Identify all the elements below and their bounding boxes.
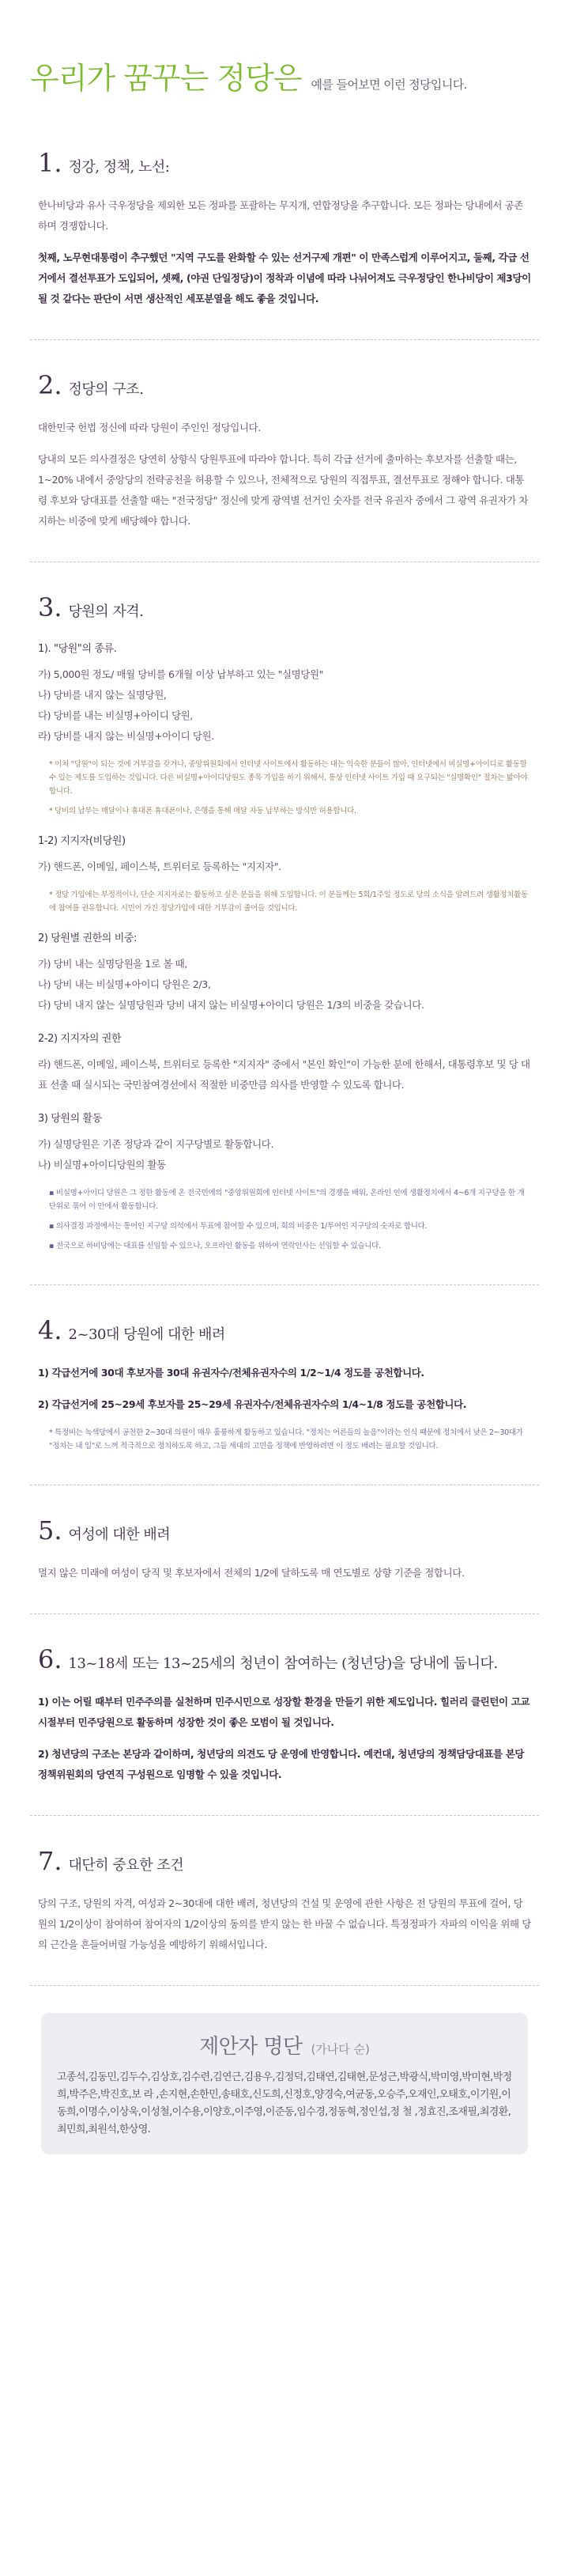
section-title: 2~30대 당원에 대한 배려 — [68, 1326, 225, 1343]
list-item: 라) 당비를 내지 않는 비실명+아이디 당원. — [38, 730, 214, 742]
page-subtitle: 예를 들어보면 이런 정당입니다. — [311, 78, 467, 92]
section-paragraph: 당의 구조, 당원의 자격, 여성과 2~30대에 대한 배려, 청년당의 건설 및 운영에 관한 사항은 전 당원의 투표에 걸어, 당원의 1/2이상이 참여하여 참여자의 1/2이상의 동의를 받지 않는 한 바꿀 수 없습니다. 특정정파가 자파의 이익을 위해 당의 근간을 흔들어버릴 가능성을 예방하기 위해서입니다. — [38, 1897, 531, 1950]
subsection-list — [38, 664, 531, 747]
credits-heading — [57, 2030, 512, 2060]
subsection-list — [38, 1134, 531, 1175]
section-number: 6. — [38, 1644, 62, 1674]
subsection-heading: 1). "당원"의 종류. — [38, 643, 117, 655]
subsection-list — [38, 857, 531, 877]
section-notes — [38, 1426, 531, 1453]
section-5 — [30, 1485, 539, 1614]
subsection-list — [38, 954, 531, 1016]
credits-title: 제안자 명단 — [199, 2035, 303, 2059]
section-7 — [30, 1816, 539, 1986]
section-number: 5. — [38, 1515, 62, 1545]
section-heading — [38, 148, 531, 178]
section-4 — [30, 1285, 539, 1485]
section-title: 여성에 대한 배려 — [68, 1526, 171, 1543]
note-item: ▪ 비실명+아이디 당원은 그 정한 활동에 온 전국민에의 "중앙위원회에 인터넷 사이트"의 경쟁을 배워, 온라인 인에 생활정치에서 4~6개 지구당을 한 개 단위로 묶어 이 안에서 활동합니다. — [49, 1189, 525, 1211]
section-paragraph: 당내의 모든 의사결정은 당연히 상향식 당원투표에 따라야 합니다. 특히 각급 선거에 출마하는 후보자를 선출할 때는, 1~20% 내에서 중앙당의 전략공천을 허용할 수 있으나, 전체적으로 당원의 직접투표, 결선투표로 정해야 합니다. 대통령 후보와 당대표를 선출할 때는 "전국정당" 정신에 맞게 광역별 선거인 숫자를 전국 유권자 중에서 그 광역 유권자가 차지하는 비중에 맞게 배당해야 합니다. — [38, 453, 529, 527]
credits-names: 고종석,김동민,김두수,김상호,김수련,김연근,김용우,김정덕,김태연,김태현,문성근,박광식,박미영,박미현,박정희,박주은,박진호,보 라 ,손지현,손한민,송태호,신도희,신정호,양경숙,여균동,오승주,오재인,오태호,이기원,이동희,이명수,이상욱,이성철,이수용,이양호,이주영,이준동,임수경,정동혁,정인섭,정 철 ,정효진,조재필,최경환,최민희,최원석,한상영. — [57, 2071, 512, 2135]
credits-box — [41, 2013, 528, 2154]
section-paragraph: 멀지 않은 미래에 여성이 당직 및 후보자에서 전체의 1/2에 달하도록 매 연도별로 상향 기준을 정합니다. — [38, 1567, 465, 1579]
section-title: 당원의 자격. — [68, 603, 144, 620]
subsection-heading: 1-2) 지지자(비당원) — [38, 835, 126, 847]
section-heading — [38, 1846, 531, 1876]
section-heading — [38, 1515, 531, 1545]
sections-container — [30, 129, 539, 1986]
section-paragraph: 1) 이는 어릴 때부터 민주주의를 실천하며 민주시민으로 성장할 환경을 만들기 위한 제도입니다. 힐러리 클린턴이 고교 시절부터 민주당원으로 활동하며 성장한 것이 좋은 모범이 될 것입니다. — [38, 1696, 530, 1728]
list-item: 나) 당비를 내지 않는 실명당원, — [38, 689, 167, 701]
note-item: * 정당 가입에는 부정적이나, 단순 지지자로는 활동하고 싶은 분들을 위해 도입합니다. 이 분들께는 5회/1주일 정도로 당의 소식을 알려드려 생활정치활동에 참여를 권유합니다. 시민이 가진 정당가입에 대한 거부감이 줄어들 것입니다. — [49, 891, 528, 913]
list-item: 다) 당비 내지 않는 실명당원과 당비 내지 않는 비실명+아이디 당원은 1/3의 비중을 갖습니다. — [38, 999, 424, 1011]
list-item: 가) 실명당원은 기존 정당과 같이 지구당별로 활동합니다. — [38, 1138, 274, 1150]
section-number: 3. — [38, 592, 62, 622]
list-item: 가) 핸드폰, 이메일, 페이스북, 트위터로 등록하는 "지지자". — [38, 861, 281, 872]
list-item: 가) 5,000원 정도/ 매월 당비를 6개월 이상 납부하고 있는 "실명당원" — [38, 668, 324, 680]
section-title: 13~18세 또는 13~25세의 청년이 참여하는 (청년당)을 당내에 둡니다. — [68, 1655, 498, 1672]
section-3 — [30, 562, 539, 1285]
page-header — [30, 54, 539, 97]
list-item: 가) 당비 내는 실명당원을 1로 볼 때, — [38, 958, 187, 970]
note-item: ▪ 전국으로 하비당에는 대표를 선임할 수 있으나, 오프라인 활동을 위하여 연락인사는 선임할 수 있습니다. — [49, 1242, 381, 1250]
section-title: 정당의 구조. — [68, 381, 144, 398]
section-number: 7. — [38, 1846, 62, 1876]
subsection-notes — [38, 888, 531, 915]
note-item: ▪ 의사결정 과정에서는 통어인 지구당 의석에서 투표에 참여할 수 있으며, 회의 비중은 1/투여인 지구당의 숫자로 합니다. — [49, 1222, 428, 1231]
section-title: 대단히 중요한 조건 — [68, 1857, 184, 1874]
subsection-list — [38, 1054, 531, 1095]
section-paragraph: 2) 청년당의 구조는 본당과 같이하며, 청년당의 의견도 당 운영에 반영합니다. 예컨대, 청년당의 정책담당대표를 본당 정책위원회의 당연직 구성원으로 임명할 수 있을 것입니다. — [38, 1748, 525, 1780]
subsection-heading: 3) 당원의 활동 — [38, 1113, 102, 1125]
section-number: 2. — [38, 370, 62, 400]
section-heading — [38, 1644, 531, 1674]
section-paragraph: 한나비당과 유사 극우정당을 제외한 모든 정파를 포괄하는 무지개, 연합정당을 추구합니다. 모든 정파는 당내에서 공존하며 경쟁합니다. — [38, 199, 524, 232]
section-paragraph: 1) 각급선거에 30대 후보자를 30대 유권자수/전체유권자수의 1/2~1/4 정도를 공천합니다. — [38, 1367, 424, 1379]
list-item: 다) 당비를 내는 비실명+아이디 당원, — [38, 709, 193, 721]
note-item: * 특정비는 녹색당에서 공천한 2~30대 의원이 매우 훌륭하게 활동하고 있습니다. "정치는 어른들의 놀음"이라는 인식 때문에 정치에서 낮은 2~30대가 "정치는 내 일"로 느껴 적극적으로 정치하도록 하고, 그들 세대의 고민을 정책에 반영하려면 이 정도 배려는 필요할 것입니다. — [49, 1428, 523, 1451]
page-title: 우리가 꿈꾸는 정당은 — [30, 61, 302, 96]
subsection-notes — [38, 1186, 531, 1253]
section-number: 4. — [38, 1315, 62, 1345]
subsection-heading: 2) 당원별 권한의 비중: — [38, 932, 137, 944]
section-2 — [30, 340, 539, 562]
section-heading — [38, 1315, 531, 1345]
section-heading — [38, 370, 531, 400]
section-title: 정강, 정책, 노선: — [68, 159, 170, 176]
section-paragraph: 대한민국 헌법 정신에 따라 당원이 주인인 정당입니다. — [38, 422, 261, 433]
list-item: 나) 당비 내는 비실명+아이디 당원은 2/3, — [38, 978, 211, 990]
section-heading — [38, 592, 531, 622]
credits-subtitle: (가나다 순) — [311, 2042, 370, 2056]
subsection-heading: 2-2) 지지자의 권한 — [38, 1033, 122, 1045]
note-item: * 당비의 납부는 매달이나 휴대폰 휴대폰이나, 은행을 통해 매달 자동 납부하는 방식만 허용합니다. — [49, 807, 356, 815]
note-item: * 이처 "당원"이 되는 것에 거부감을 갖거나, 중앙위원회에서 인터넷 사이트에서 활동하는 대는 익숙한 분들이 많아, 인터넷에서 비실명+아이디로 활동할 수 있는 제도를 도입하는 것입니다. 다른 비실명+아이디당원도 종목 가입을 하기 위해서, 통상 인터넷 사이트 가입 때 요구되는 "실명확인" 절차는 밟아야 합니다. — [49, 760, 528, 796]
list-item: 나) 비실명+아이디당원의 활동 — [38, 1159, 166, 1171]
list-item: 라) 핸드폰, 이메일, 페이스북, 트위터로 등록한 "지지자" 중에서 "본인 확인"이 가능한 분에 한해서, 대통령후보 및 당 대표 선출 때 실시되는 국민참여경선에서 적절한 비중만큼 의사를 반영할 수 있도록 합니다. — [38, 1058, 530, 1091]
section-paragraph: 2) 각급선거에 25~29세 후보자를 25~29세 유권자수/전체유권자수의 1/4~1/8 정도를 공천합니다. — [38, 1398, 467, 1410]
section-number: 1. — [38, 148, 62, 178]
section-paragraph: 첫째, 노무현대통령이 추구했던 "지역 구도를 완화할 수 있는 선거구제 개편" 이 만족스럽게 이루어지고, 둘째, 각급 선거에서 결선투표가 도입되어, 셋째, (야권 단일정당)이 정착과 이념에 따라 나뉘어져도 극우정당인 한나비당이 제3당이 될 것 같다는 판단이 서면 생산적인 세포분열을 해도 좋을 것입니다. — [38, 252, 531, 305]
section-6 — [30, 1614, 539, 1816]
subsection-notes — [38, 758, 531, 818]
section-1 — [30, 129, 539, 340]
